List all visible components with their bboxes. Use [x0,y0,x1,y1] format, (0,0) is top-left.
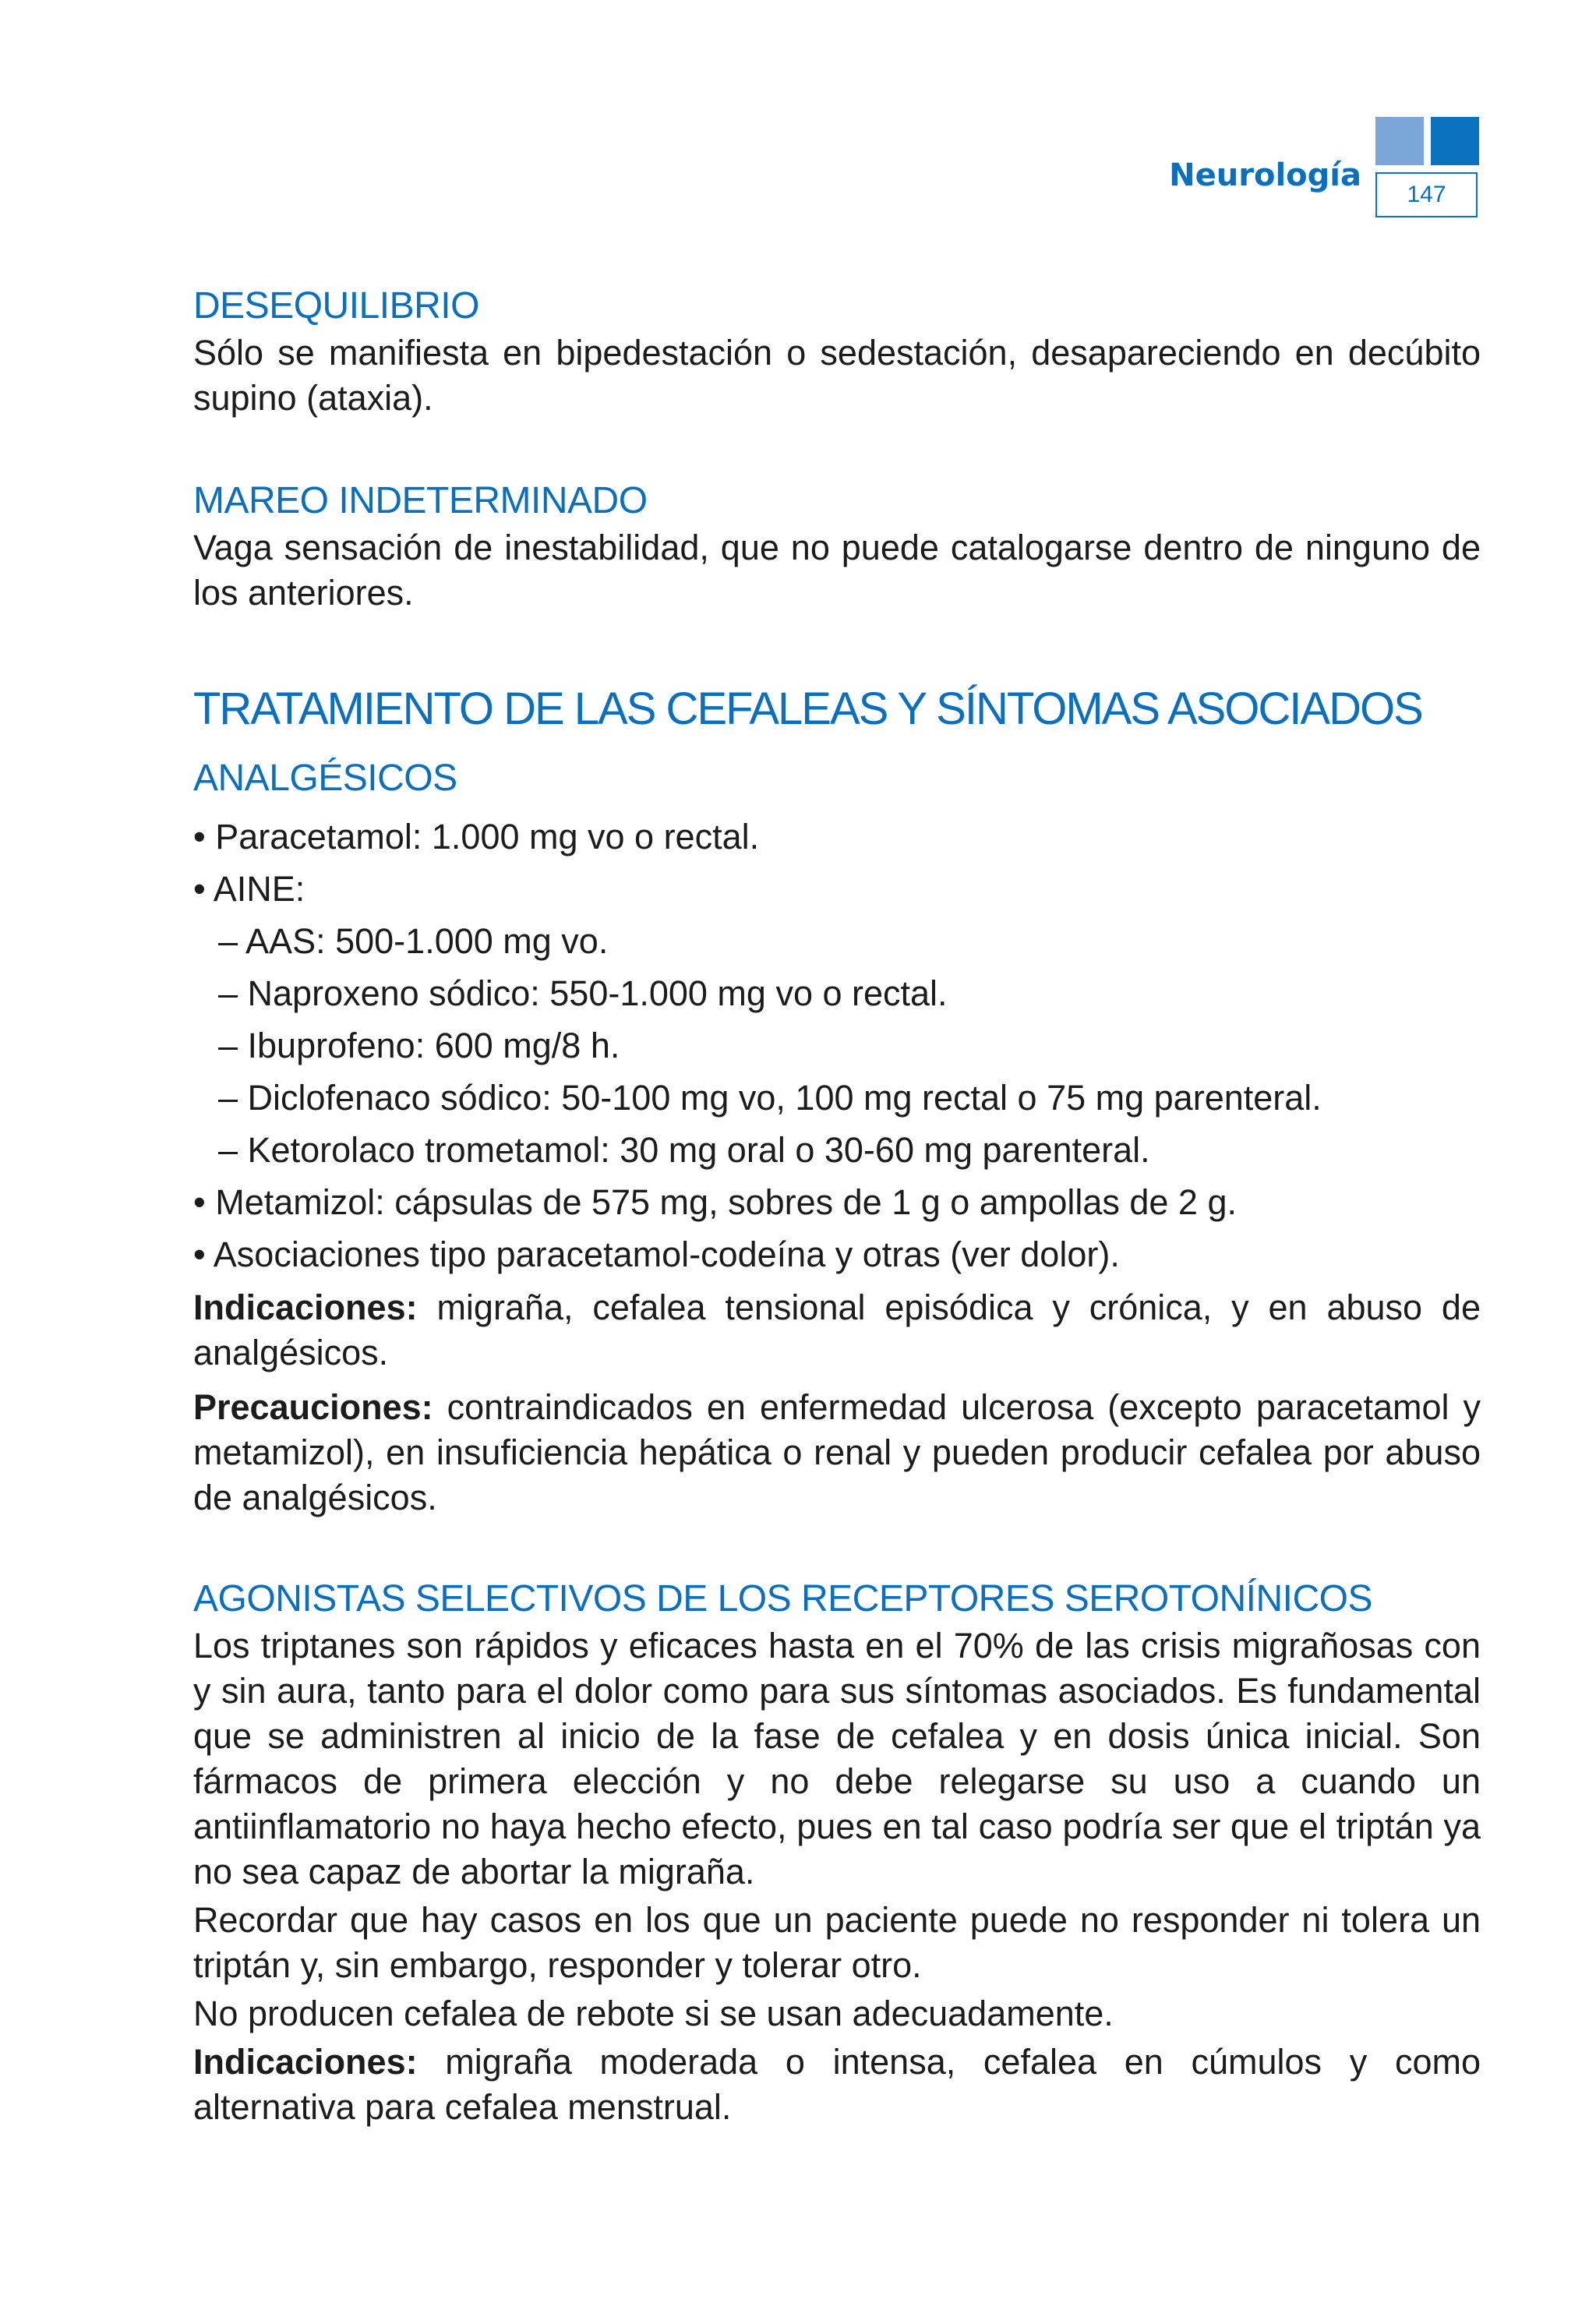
indicaciones-label: Indicaciones: [193,2042,418,2082]
page-number: 147 [1375,172,1478,217]
precauciones-label: Precauciones: [193,1387,433,1427]
analgesicos-list [193,811,1481,1280]
list-subitem: – Ketorolaco trometamol: 30 mg oral o 30-60 mg parenteral. [218,1130,1150,1170]
header-square-light [1375,117,1424,165]
list-subitem: – Naproxeno sódico: 550-1.000 mg vo o rectal. [218,973,948,1013]
list-subitem: – AAS: 500-1.000 mg vo. [218,921,609,961]
header-square-dark [1431,117,1479,165]
indicaciones-label: Indicaciones: [193,1287,418,1327]
agonistas-heading: AGONISTAS SELECTIVOS DE LOS RECEPTORES SEROTONÍNICOS [193,1578,1373,1619]
list-item: • Metamizol: cápsulas de 575 mg, sobres de 1 g o ampollas de 2 g. [193,1182,1237,1222]
list-subitem: – Diclofenaco sódico: 50-100 mg vo, 100 mg rectal o 75 mg parenteral. [218,1078,1322,1118]
agonistas-paragraph-1: Los triptanes son rápidos y eficaces hasta en el 70% de las crisis migrañosas con y sin aura, tanto para el dolor como para sus síntomas asociados. Es fundamental que se administren al inicio de la fase de cefalea y en dosis única inicial. Son fármacos de primera elección y no debe relegarse su uso a cuando un antiinflamatorio no haya hecho efecto, pues en tal caso podría ser que el triptán ya no sea capaz de abortar la migraña. [193,1626,1481,1891]
agonistas-indicaciones [193,2040,1481,2130]
desequilibrio-text: Sólo se manifiesta en bipedestación o sedestación, desapareciendo en decúbito supino (ataxia). [193,333,1481,418]
page-header [1167,117,1478,226]
agonistas-paragraph-2: Recordar que hay casos en los que un paciente puede no responder ni tolera un triptán y, sin embargo, responder y tolerar otro. [193,1900,1481,1985]
mareo-heading: MAREO INDETERMINADO [193,480,648,521]
list-item: • AINE: [193,869,305,909]
agonistas-paragraph-3: No producen cefalea de rebote si se usan adecuadamente. [193,1994,1114,2033]
section-title: Neurología [1169,157,1361,193]
analgesicos-indicaciones [193,1285,1481,1376]
page-content [193,282,1481,2130]
precauciones-text: contraindicados en enfermedad ulcerosa (excepto paracetamol y metamizol), en insuficiencia hepática o renal y pueden producir cefalea por abuso de analgésicos. [193,1387,1481,1517]
list-subitem: – Ibuprofeno: 600 mg/8 h. [218,1026,620,1065]
analgesicos-precauciones [193,1385,1481,1521]
tratamiento-heading: TRATAMIENTO DE LAS CEFALEAS Y SÍNTOMAS ASOCIADOS [193,683,1422,734]
desequilibrio-heading: DESEQUILIBRIO [193,285,479,327]
list-item: • Paracetamol: 1.000 mg vo o rectal. [193,817,760,857]
indicaciones-text: migraña moderada o intensa, cefalea en cúmulos y como alternativa para cefalea menstrual. [193,2042,1481,2127]
indicaciones-text: migraña, cefalea tensional episódica y crónica, y en abuso de analgésicos. [193,1287,1481,1372]
mareo-text: Vaga sensación de inestabilidad, que no puede catalogarse dentro de ninguno de los anteriores. [193,528,1481,613]
analgesicos-heading: ANALGÉSICOS [193,758,457,799]
list-item: • Asociaciones tipo paracetamol-codeína y otras (ver dolor). [193,1234,1120,1274]
